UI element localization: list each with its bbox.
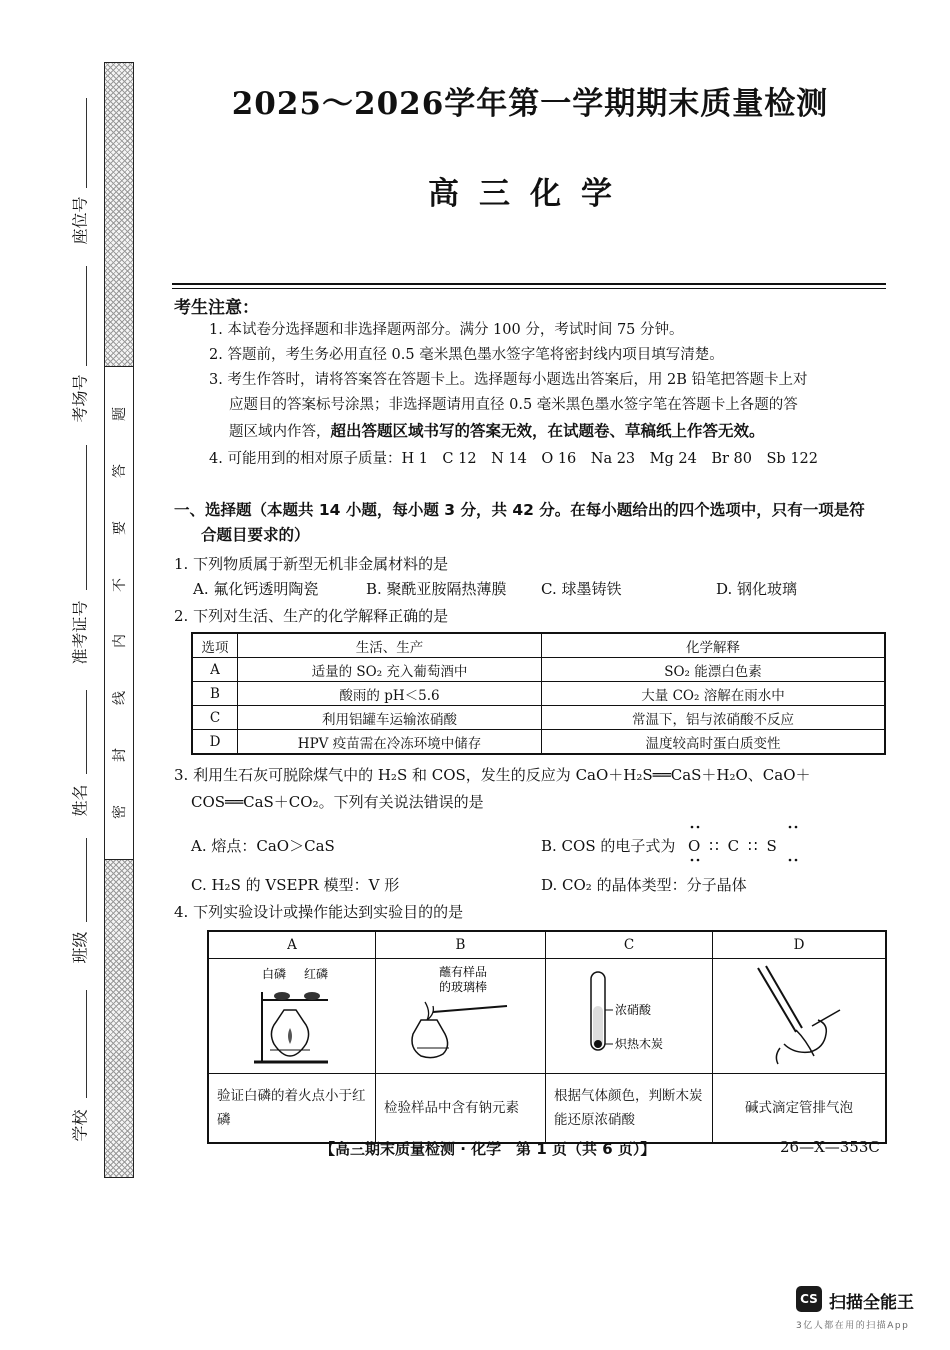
seal-char: 要 [112, 520, 128, 535]
table-cell: 碱式滴定管排气泡 [713, 1074, 887, 1144]
page-footer: 【高三期末质量检测 · 化学 第 1 页（共 6 页）】 [320, 1140, 656, 1158]
seat-number-line[interactable] [86, 98, 87, 188]
school-field: 学校 [70, 1108, 90, 1142]
table-header: C [546, 931, 713, 959]
table-cell: 酸雨的 pH＜5.6 [238, 682, 542, 706]
table-row [208, 1074, 886, 1144]
conc-nitric-acid-label: 浓硝酸 [615, 1003, 652, 1017]
sample-rod-label-2: 的玻璃棒 [439, 980, 488, 994]
table-cell: 温度较高时蛋白质变性 [542, 730, 886, 755]
class-line[interactable] [86, 838, 87, 922]
exam-subject: 高三化学 [428, 176, 632, 212]
header-rule-thin [172, 288, 886, 289]
table-row [192, 730, 885, 755]
apparatus-d-cell [713, 959, 887, 1074]
header-rule [172, 283, 886, 285]
table-header: B [376, 931, 546, 959]
scanner-tagline: 3亿人都在用的扫描App [796, 1321, 910, 1331]
red-phosphorus-label: 红磷 [304, 967, 329, 981]
school-line[interactable] [86, 990, 87, 1098]
seal-char: 答 [112, 463, 128, 478]
section-heading: 一、选择题（本题共 14 小题，每小题 3 分，共 42 分。在每小题给出的四个选项中，只有一项是符 合题目要求的） [174, 501, 865, 544]
table-cell: D [192, 730, 238, 755]
table-header: 生活、生产 [238, 633, 542, 658]
question-4-stem: 4. 下列实验设计或操作能达到实验目的的是 [174, 903, 464, 921]
q1-option-a: A. 氟化钙透明陶瓷 [193, 580, 319, 598]
seat-number-field: 座位号 [70, 195, 90, 245]
table-row [192, 682, 885, 706]
exam-room-line[interactable] [86, 266, 87, 366]
exam-title: 2025～2026学年第一学期期末质量检测 [231, 86, 829, 122]
table-header: D [713, 931, 887, 959]
name-field: 姓名 [70, 783, 90, 817]
q3-option-c: C. H₂S 的 VSEPR 模型：V 形 [191, 876, 400, 894]
q1-option-d: D. 钢化玻璃 [716, 580, 798, 598]
seal-char: 内 [112, 634, 128, 649]
question-3-stem: 3. 利用生石灰可脱除煤气中的 H₂S 和 COS，发生的反应为 CaO＋H₂S══CaS＋H₂O、CaO＋ [174, 766, 811, 784]
question-3-stem-cont: COS══CaS＋CO₂。下列有关说法错误的是 [191, 793, 484, 811]
sample-rod-label-1: 蘸有样品 [439, 965, 488, 979]
seal-char: 题 [112, 407, 128, 421]
table-cell: A [192, 658, 238, 682]
table-cell: B [192, 682, 238, 706]
table-cell: 检验样品中含有钠元素 [376, 1074, 546, 1144]
q4-table [207, 930, 887, 1144]
scanner-app-name: 扫描全能王 [829, 1293, 914, 1313]
table-cell: 常温下，铝与浓硝酸不反应 [542, 706, 886, 730]
table-row [192, 706, 885, 730]
class-field: 班级 [70, 930, 90, 964]
seal-text [104, 366, 134, 860]
table-header: A [208, 931, 376, 959]
notice-item: 4. 可能用到的相对原子质量：H 1 C 12 N 14 O 16 Na 23 Mg 24 Br 80 Sb 122 [209, 451, 818, 467]
scanner-logo-icon: CS [796, 1286, 822, 1312]
notice-item: 2. 答题前，考生务必用直径 0.5 毫米黑色墨水签字笔将密封线内项目填写清楚。 [209, 347, 724, 363]
notice-item: 1. 本试卷分选择题和非选择题两部分。满分 100 分，考试时间 75 分钟。 [209, 322, 684, 338]
q3-option-a: A. 熔点：CaO＞CaS [191, 837, 335, 855]
seal-char: 不 [112, 577, 128, 592]
paper-code: 26—X—353C [780, 1138, 880, 1156]
apparatus-b-cell [376, 959, 546, 1074]
q2-table [191, 632, 886, 755]
table-cell: 适量的 SO₂ 充入葡萄酒中 [238, 658, 542, 682]
admission-ticket-field: 准考证号 [70, 599, 90, 665]
question-1-stem: 1. 下列物质属于新型无机非金属材料的是 [174, 555, 449, 573]
table-row [192, 633, 885, 658]
admission-ticket-line[interactable] [86, 445, 87, 590]
notice-warning: 超出答题区域书写的答案无效，在试题卷、草稿纸上作答无效。 [330, 422, 765, 440]
table-header: 化学解释 [542, 633, 886, 658]
table-cell: 大量 CO₂ 溶解在雨水中 [542, 682, 886, 706]
table-row [208, 931, 886, 959]
cos-electron-formula: O ∶∶ C ∶∶ S [688, 837, 779, 855]
hot-charcoal-label: 炽热木炭 [615, 1037, 664, 1051]
q3-option-d: D. CO₂ 的晶体类型：分子晶体 [541, 876, 747, 894]
apparatus-a-cell [208, 959, 376, 1074]
table-cell: 验证白磷的着火点小于红磷 [208, 1074, 376, 1144]
white-phosphorus-label: 白磷 [262, 967, 287, 981]
apparatus-c-figure [547, 960, 711, 1068]
q1-option-c: C. 球墨铸铁 [541, 580, 622, 598]
notice-item-emphasis: 题区域内作答，超出答题区域书写的答案无效，在试题卷、草稿纸上作答无效。 [229, 422, 765, 440]
question-2-stem: 2. 下列对生活、生产的化学解释正确的是 [174, 607, 449, 625]
table-cell: HPV 疫苗需在冷冻环境中储存 [238, 730, 542, 755]
q1-option-b: B. 聚酰亚胺隔热薄膜 [366, 580, 507, 598]
apparatus-c-cell [546, 959, 713, 1074]
table-row [192, 658, 885, 682]
apparatus-a-figure [210, 960, 374, 1068]
table-cell: SO₂ 能漂白色素 [542, 658, 886, 682]
table-cell: 利用铝罐车运输浓硝酸 [238, 706, 542, 730]
notice-title: 考生注意： [174, 298, 259, 318]
electron-dots [686, 822, 806, 866]
table-row [208, 959, 886, 1074]
table-cell: 根据气体颜色，判断木炭能还原浓硝酸 [546, 1074, 713, 1144]
notice-item: 3. 考生作答时，请将答案答在答题卡上。选择题每小题选出答案后，用 2B 铅笔把答题卡上对 [209, 372, 808, 388]
burette-figure [714, 960, 884, 1068]
notice-item: 应题目的答案标号涂黑；非选择题请用直径 0.5 毫米黑色墨水签字笔在答题卡上各题的答 [229, 397, 798, 413]
table-header: 选项 [192, 633, 238, 658]
name-line[interactable] [86, 690, 87, 774]
q3-option-b: B. COS 的电子式为 [541, 837, 676, 855]
seal-char: 密 [112, 804, 128, 819]
exam-room-field: 考场号 [70, 373, 90, 423]
table-cell: C [192, 706, 238, 730]
seal-char: 线 [112, 691, 128, 706]
apparatus-b-figure [377, 960, 544, 1068]
seal-char: 封 [112, 748, 128, 763]
